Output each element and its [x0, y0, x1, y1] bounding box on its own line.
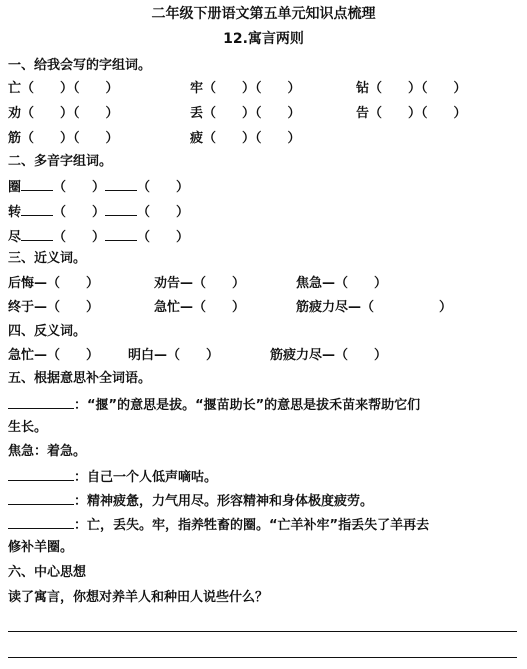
s5-item1: ：“揠”的意思是拔。“揠苗助长”的意思是拔禾苗来帮助它们: [8, 396, 420, 414]
s3-r2-c1: 终于—（ ）: [8, 300, 100, 315]
s1-row3-c2: 疲（ ）（ ）: [190, 131, 301, 146]
s3-r2-c2: 急忙—（ ）: [154, 300, 246, 315]
s2-row1: 圈 （ ） （ ）: [8, 180, 190, 195]
answer-line: [8, 631, 517, 632]
lesson-title: 12.寓言两则: [223, 31, 304, 47]
s1-row1-c2: 牢（ ）（ ）: [190, 81, 301, 96]
answer-blank: [8, 396, 74, 409]
answer-line: [8, 657, 517, 658]
s1-row2-c2: 丢（ ）（ ）: [190, 106, 301, 121]
s3-r1-c1: 后悔—（ ）: [8, 276, 100, 291]
answer-blank: [8, 468, 74, 481]
answer-blank: [8, 492, 74, 505]
blank-line: [105, 228, 137, 241]
section3-heading: 三、近义词。: [8, 251, 87, 266]
blank-line: [105, 203, 137, 216]
s5-item3: ：自己一个人低声嘀咕。: [8, 468, 217, 486]
s5-item5-cont: 修补羊圈。: [8, 540, 74, 555]
section2-heading: 二、多音字组词。: [8, 154, 113, 169]
blank-line: [21, 203, 53, 216]
s2-char: 圈: [8, 180, 22, 195]
s6-question: 读了寓言，你想对养羊人和种田人说些什么？: [8, 590, 269, 605]
section5-heading: 五、根据意思补全词语。: [8, 371, 152, 386]
s5-item2: 焦急：着急。: [8, 444, 87, 459]
s2-char: 尽: [8, 230, 22, 245]
blank-line: [105, 178, 137, 191]
s2-char: 转: [8, 205, 22, 220]
s5-item5: ：亡，丢失。牢，指养牲畜的圈。“亡羊补牢”指丢失了羊再去: [8, 516, 429, 534]
s2-row3: 尽 （ ） （ ）: [8, 230, 190, 245]
s5-item4: ：精神疲惫，力气用尽。形容精神和身体极度疲劳。: [8, 492, 373, 510]
s2-row2: 转 （ ） （ ）: [8, 205, 190, 220]
s1-row1-c3: 钻（ ）（ ）: [356, 81, 467, 96]
blank-line: [21, 178, 53, 191]
s1-row2-c1: 劝（ ）（ ）: [8, 106, 119, 121]
s5-item1-cont: 生长。: [8, 420, 48, 435]
section1-heading: 一、给我会写的字组词。: [8, 58, 152, 73]
s1-row3-c1: 筋（ ）（ ）: [8, 131, 119, 146]
s3-r1-c3: 焦急—（ ）: [296, 276, 388, 291]
blank-line: [21, 228, 53, 241]
s3-r1-c2: 劝告—（ ）: [154, 276, 246, 291]
section4-heading: 四、反义词。: [8, 324, 87, 339]
s1-row1-c1: 亡（ ）（ ）: [8, 81, 119, 96]
answer-blank: [8, 516, 74, 529]
s4-c2: 明白—（ ）: [128, 348, 220, 363]
page-title: 二年级下册语文第五单元知识点梳理: [151, 6, 376, 22]
s4-c1: 急忙—（ ）: [8, 348, 100, 363]
section6-heading: 六、中心思想: [8, 565, 87, 580]
s4-c3: 筋疲力尽—（ ）: [270, 348, 388, 363]
s1-row2-c3: 告（ ）（ ）: [356, 106, 467, 121]
s3-r2-c3: 筋疲力尽—（ ）: [296, 300, 453, 315]
